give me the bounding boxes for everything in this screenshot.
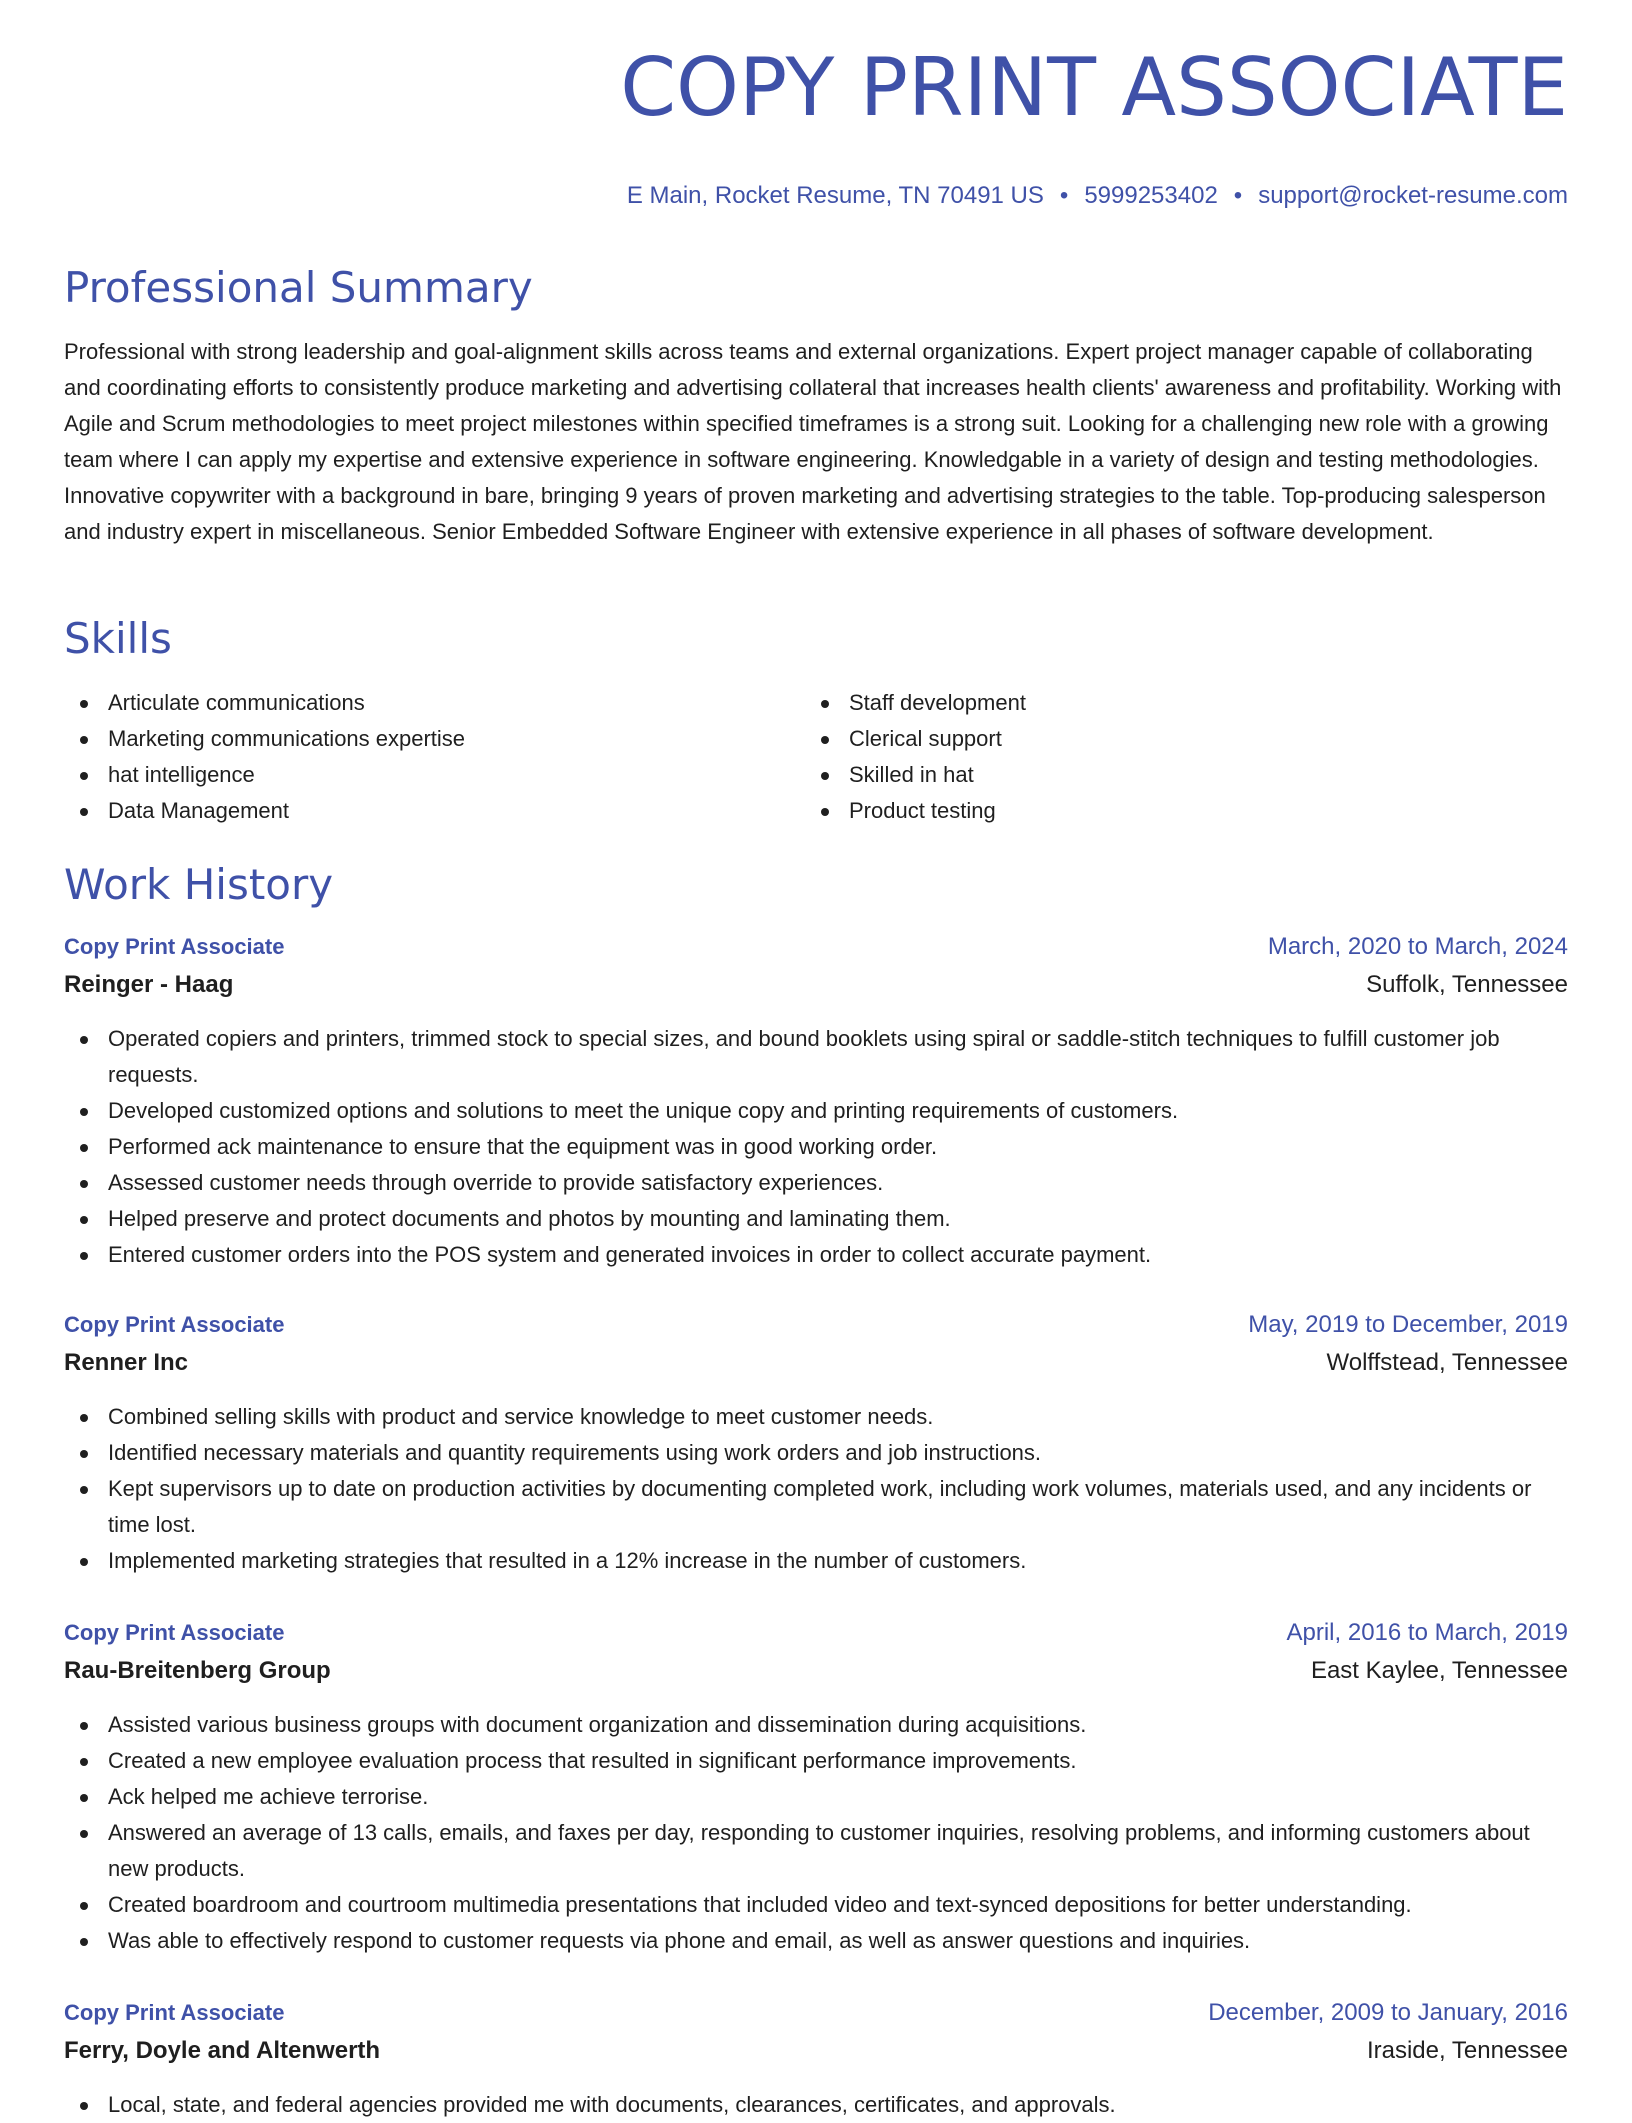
skills-heading: Skills xyxy=(64,614,172,663)
skill-item: hat intelligence xyxy=(64,757,805,793)
job-entry xyxy=(64,933,1568,1273)
skill-item: Staff development xyxy=(805,685,1026,721)
job-duty: Assessed customer needs through override to provide satisfactory experiences. xyxy=(64,1165,1568,1201)
summary-heading: Professional Summary xyxy=(64,263,533,312)
job-duty: Performed ack maintenance to ensure that the equipment was in good working order. xyxy=(64,1129,1568,1165)
job-company: Renner Inc xyxy=(64,1349,189,1376)
skill-item: Articulate communications xyxy=(64,685,805,721)
job-entry xyxy=(64,1999,1568,2123)
job-title: Copy Print Associate xyxy=(64,934,285,959)
job-header xyxy=(64,1619,1568,1657)
job-duty: Entered customer orders into the POS system and generated invoices in order to collect accurate payment. xyxy=(64,1237,1568,1273)
job-entry xyxy=(64,1619,1568,1959)
contact-separator: • xyxy=(1233,182,1243,209)
contact-address: E Main, Rocket Resume, TN 70491 US xyxy=(626,182,1044,209)
job-subheader xyxy=(64,1657,1568,1695)
skills-column xyxy=(805,685,1026,829)
job-duty: Created boardroom and courtroom multimedia presentations that included video and text-synced depositions for better understanding. xyxy=(64,1887,1568,1923)
job-duty: Identified necessary materials and quantity requirements using work orders and job instructions. xyxy=(64,1435,1568,1471)
contact-phone: 5999253402 xyxy=(1084,182,1218,209)
skill-item: Data Management xyxy=(64,793,805,829)
job-duties xyxy=(64,1399,1568,1579)
skills-column xyxy=(64,685,805,829)
job-duty: Answered an average of 13 calls, emails, and faxes per day, responding to customer inquiries, resolving problems, and informing customers about new products. xyxy=(64,1815,1568,1887)
job-company: Ferry, Doyle and Altenwerth xyxy=(64,2037,381,2064)
skill-item: Skilled in hat xyxy=(805,757,1026,793)
job-location: Suffolk, Tennessee xyxy=(1366,971,1568,998)
skills-list xyxy=(64,685,1568,829)
job-title: Copy Print Associate xyxy=(64,1312,285,1337)
job-location: East Kaylee, Tennessee xyxy=(1310,1657,1568,1684)
job-header xyxy=(64,933,1568,971)
summary-text: Professional with strong leadership and goal-alignment skills across teams and external organizations. Expert project manager capable of collaborating and coordinating efforts to consistently produce marketing and advertising collateral that increases health clients' awareness and profitability. Working with Agile and Scrum methodologies to meet project milestones within specified timeframes is a strong suit. Looking for a challenging new role with a growing team where I can apply my expertise and extensive experience in software engineering. Knowledgable in a variety of design and testing methodologies. Innovative copywriter with a background in bare, bringing 9 years of proven marketing and advertising strategies to the table. Top-producing salesperson and industry expert in miscellaneous. Senior Embedded Software Engineer with extensive experience in all phases of software development. xyxy=(64,339,1562,544)
job-duty: Developed customized options and solutions to meet the unique copy and printing requirements of customers. xyxy=(64,1093,1568,1129)
job-header xyxy=(64,1999,1568,2037)
contact-line xyxy=(627,182,1568,210)
contact-email[interactable]: support@rocket-resume.com xyxy=(1258,182,1568,209)
job-duties xyxy=(64,1707,1568,1959)
job-company: Rau-Breitenberg Group xyxy=(64,1657,331,1684)
job-dates: April, 2016 to March, 2019 xyxy=(1286,1619,1568,1646)
resume-title: COPY PRINT ASSOCIATE xyxy=(620,41,1568,134)
job-duty: Combined selling skills with product and service knowledge to meet customer needs. xyxy=(64,1399,1568,1435)
job-duty: Local, state, and federal agencies provided me with documents, clearances, certificates, and approvals. xyxy=(64,2087,1568,2123)
job-location: Iraside, Tennessee xyxy=(1366,2037,1568,2064)
job-dates: December, 2009 to January, 2016 xyxy=(1208,1999,1568,2026)
job-duty: Implemented marketing strategies that resulted in a 12% increase in the number of customers. xyxy=(64,1543,1568,1579)
contact-separator: • xyxy=(1059,182,1069,209)
job-duty: Ack helped me achieve terrorise. xyxy=(64,1779,1568,1815)
job-duty: Created a new employee evaluation process that resulted in significant performance improvements. xyxy=(64,1743,1568,1779)
job-location: Wolffstead, Tennessee xyxy=(1326,1349,1568,1376)
skill-item: Clerical support xyxy=(805,721,1026,757)
job-title: Copy Print Associate xyxy=(64,1620,285,1645)
job-subheader xyxy=(64,971,1568,1009)
job-duty: Was able to effectively respond to customer requests via phone and email, as well as answer questions and inquiries. xyxy=(64,1923,1568,1959)
skill-item: Product testing xyxy=(805,793,1026,829)
job-duty: Helped preserve and protect documents and photos by mounting and laminating them. xyxy=(64,1201,1568,1237)
job-duty: Operated copiers and printers, trimmed stock to special sizes, and bound booklets using spiral or saddle-stitch techniques to fulfill customer job requests. xyxy=(64,1021,1568,1093)
job-company: Reinger - Haag xyxy=(64,971,234,998)
job-title: Copy Print Associate xyxy=(64,2000,285,2025)
skill-item: Marketing communications expertise xyxy=(64,721,805,757)
job-subheader xyxy=(64,2037,1568,2075)
job-entry xyxy=(64,1311,1568,1579)
job-duty: Assisted various business groups with document organization and dissemination during acquisitions. xyxy=(64,1707,1568,1743)
job-dates: May, 2019 to December, 2019 xyxy=(1248,1311,1568,1338)
job-duties xyxy=(64,1021,1568,1273)
job-dates: March, 2020 to March, 2024 xyxy=(1267,933,1568,960)
job-header xyxy=(64,1311,1568,1349)
job-duty: Kept supervisors up to date on production activities by documenting completed work, including work volumes, materials used, and any incidents or time lost. xyxy=(64,1471,1568,1543)
job-duties xyxy=(64,2087,1568,2123)
work-history-heading: Work History xyxy=(64,860,334,909)
job-subheader xyxy=(64,1349,1568,1387)
